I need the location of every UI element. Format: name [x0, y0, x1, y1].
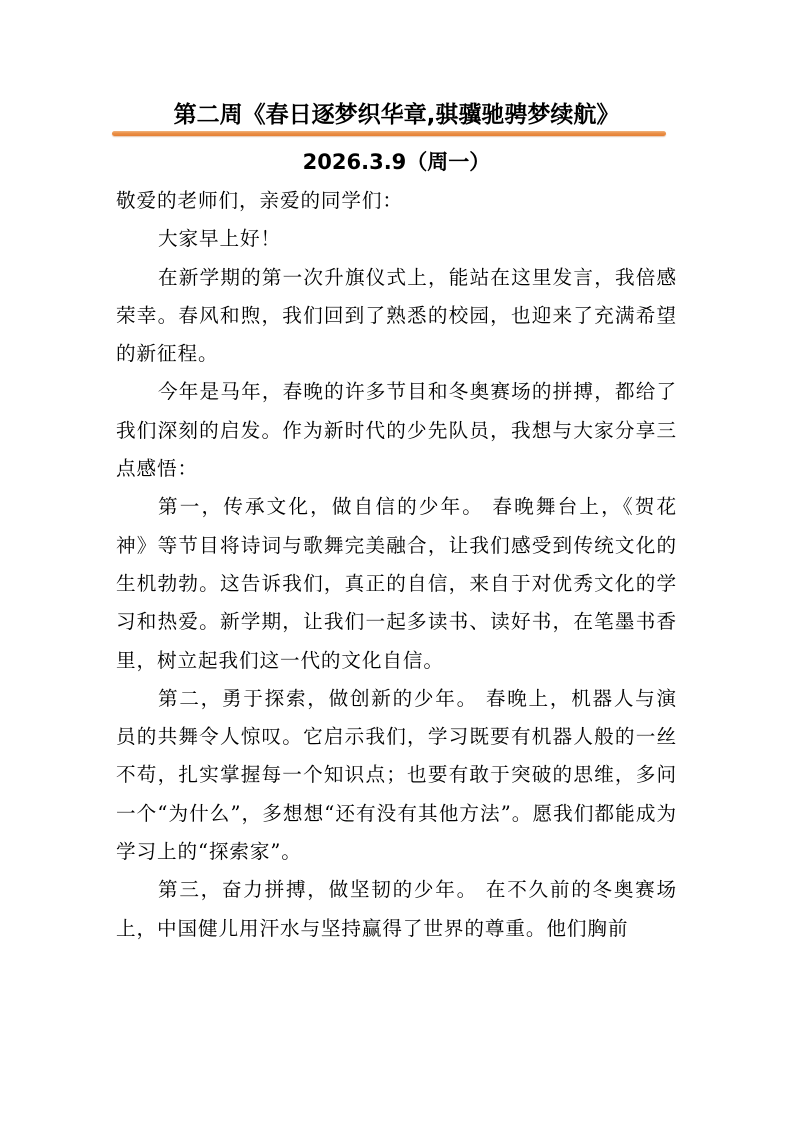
document-title: 第二周《春日逐梦织华章,骐骥驰骋梦续航》 — [173, 102, 620, 128]
salutation: 敬爱的老师们，亲爱的同学们： — [116, 189, 403, 212]
paragraph-introduction: 今年是马年，春晚的许多节目和冬奥赛场的拼搏，都给了我们深刻的启发。作为新时代的少先队员，我想与大家分享三点感悟： — [116, 380, 677, 481]
greeting: 大家早上好！ — [158, 227, 281, 251]
paragraph-first-point: 第一，传承文化，做自信的少年。 春晚舞台上，《贺花神》等节目将诗词与歌舞完美融合，让我们感受到传统文化的生机勃勃。这告诉我们，真正的自信，来自于对优秀文化的学习和热爱。新学期，让我们一起多读书、读好书，在笔墨书香里，树立起我们这一代的文化自信。 — [116, 495, 677, 672]
paragraph-opening: 在新学期的第一次升旗仪式上，能站在这里发言，我倍感荣幸。春风和煦，我们回到了熟悉的校园，也迎来了充满希望的新征程。 — [116, 265, 677, 366]
paragraph-second-point: 第二，勇于探索，做创新的少年。 春晚上，机器人与演员的共舞令人惊叹。它启示我们，学习既要有机器人般的一丝不苟，扎实掌握每一个知识点；也要有敢于突破的思维，多问一个“为什么”，多想想“还有没有其他方法”。愿我们都能成为学习上的“探索家”。 — [116, 686, 677, 864]
title-underline-rule — [112, 131, 666, 136]
speech-body — [116, 182, 677, 948]
paragraph-third-point: 第三，奋力拼搏，做坚韧的少年。 在不久前的冬奥赛场上，中国健儿用汗水与坚持赢得了世界的尊重。他们胸前 — [116, 878, 677, 940]
document-date: 2026.3.9（周一） — [302, 150, 491, 174]
